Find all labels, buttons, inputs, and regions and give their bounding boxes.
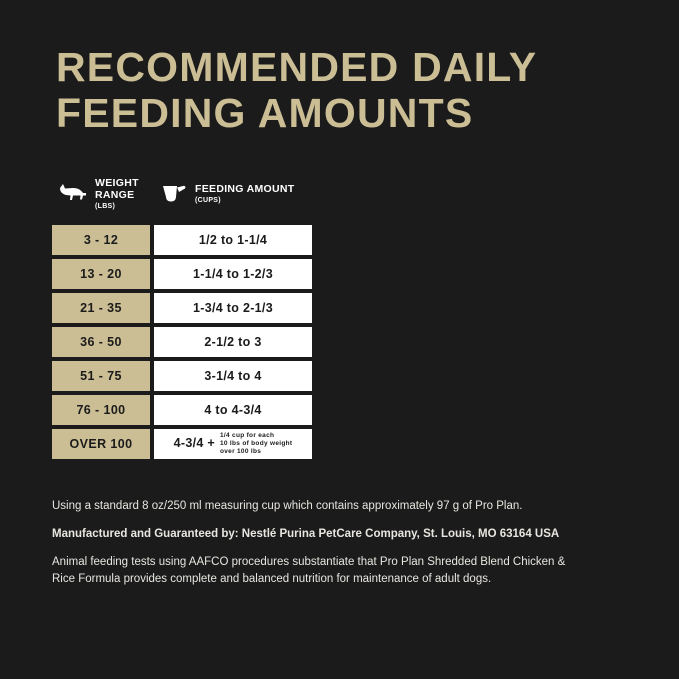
amount-note-line-2: 10 lbs of body weight — [219, 439, 293, 447]
cell-weight — [52, 259, 150, 289]
page-title-line-2: FEEDING AMOUNTS — [56, 90, 474, 136]
weight-value: 76 - 100 — [52, 395, 150, 425]
footnotes — [52, 498, 632, 588]
note-aafco-line-2: Rice Formula provides complete and balanced nutrition for maintenance of adult dogs. — [52, 573, 492, 585]
weight-value: 51 - 75 — [52, 361, 150, 391]
table-row — [52, 327, 312, 357]
header-amount-unit: (CUPS) — [195, 197, 221, 205]
cell-amount — [154, 259, 312, 289]
note-manufacturer: Manufactured and Guaranteed by: Nestlé Purina PetCare Company, St. Louis, MO 63164 USA — [52, 528, 560, 540]
cell-amount — [154, 361, 312, 391]
dog-icon — [58, 183, 88, 208]
amount-value: 4-3/4 + — [173, 435, 215, 450]
cell-amount — [154, 395, 312, 425]
cell-amount — [154, 429, 312, 459]
table-row — [52, 395, 312, 425]
header-weight-unit: (LBS) — [95, 203, 116, 210]
cell-amount — [154, 225, 312, 255]
weight-value: 21 - 35 — [52, 293, 150, 323]
amount-value: 1-1/4 to 1-2/3 — [154, 259, 312, 289]
weight-value: OVER 100 — [52, 429, 150, 459]
note-aafco — [52, 554, 632, 588]
table-row-over-100 — [52, 429, 312, 459]
cell-weight — [52, 361, 150, 391]
table-row — [52, 259, 312, 289]
table-row — [52, 293, 312, 323]
amount-note-line-1: 1/4 cup for each — [219, 431, 275, 439]
table-row — [52, 361, 312, 391]
header-weight-text — [95, 178, 150, 213]
amount-value: 1-3/4 to 2-1/3 — [154, 293, 312, 323]
amount-value: 3-1/4 to 4 — [154, 361, 312, 391]
table-row — [52, 225, 312, 255]
weight-value: 13 - 20 — [52, 259, 150, 289]
cell-weight — [52, 327, 150, 357]
amount-value: 4 to 4-3/4 — [154, 395, 312, 425]
cell-weight — [52, 293, 150, 323]
page-title-line-1: RECOMMENDED DAILY — [56, 44, 538, 90]
header-cell-amount — [154, 174, 312, 221]
table-header-row — [52, 174, 312, 221]
header-cell-weight — [52, 174, 150, 221]
cell-weight — [52, 429, 150, 459]
amount-value: 2-1/2 to 3 — [154, 327, 312, 357]
amount-note-line-3: over 100 lbs — [219, 447, 262, 455]
page-title — [56, 44, 636, 136]
cell-weight — [52, 395, 150, 425]
header-amount-text — [195, 184, 294, 207]
note-measuring-cup: Using a standard 8 oz/250 ml measuring cup which contains approximately 97 g of Pro Plan. — [52, 500, 523, 512]
feeding-amounts-table — [52, 170, 312, 463]
amount-note — [220, 432, 292, 456]
header-weight-label: WEIGHT RANGE — [95, 177, 139, 201]
weight-value: 3 - 12 — [52, 225, 150, 255]
cell-amount — [154, 327, 312, 357]
header-amount-label: FEEDING AMOUNT — [195, 182, 295, 195]
measuring-cup-icon — [160, 182, 188, 209]
amount-value-group — [154, 429, 312, 459]
cell-amount — [154, 293, 312, 323]
note-aafco-line-1: Animal feeding tests using AAFCO procedures substantiate that Pro Plan Shredded Blend Chicken & — [52, 556, 566, 568]
feeding-table-wrapper — [52, 170, 312, 463]
cell-weight — [52, 225, 150, 255]
amount-value: 1/2 to 1-1/4 — [154, 225, 312, 255]
weight-value: 36 - 50 — [52, 327, 150, 357]
